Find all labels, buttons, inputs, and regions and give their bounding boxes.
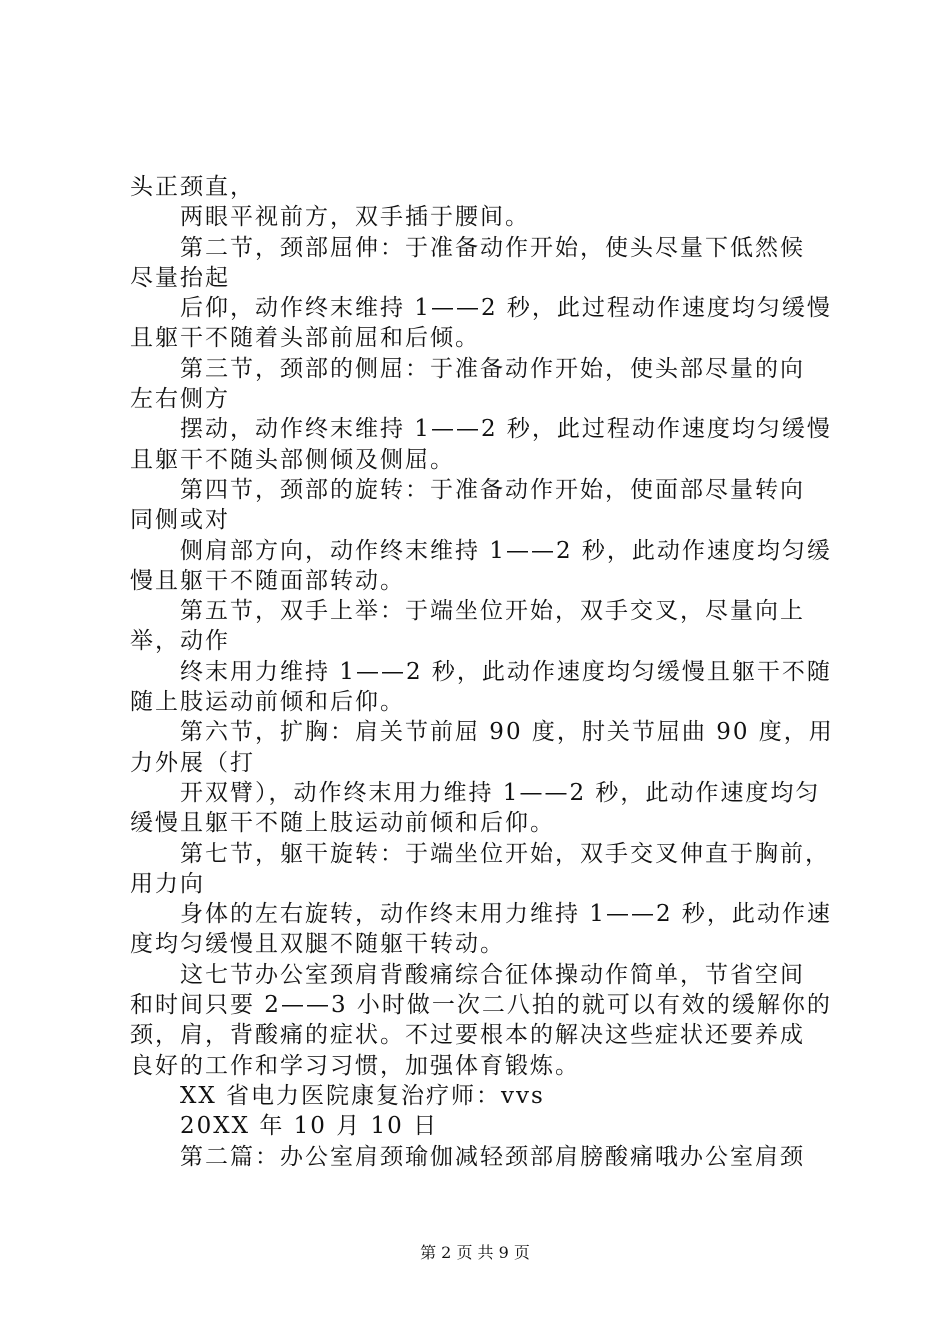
text-line: 后仰，动作终末维持 1——2 秒，此过程动作速度均匀缓慢 [180,295,832,322]
text-line: 20XX 年 10 月 10 日 [180,1113,439,1140]
text-line: 慢且躯干不随面部转动。 [130,567,405,594]
text-line: 随上肢运动前倾和后仰。 [130,689,405,716]
text-line: 第三节，颈部的侧屈：于准备动作开始，使头部尽量的向 [180,355,805,382]
text-line: 第五节，双手上举：于端坐位开始，双手交叉，尽量向上 [180,598,805,625]
text-line: 侧肩部方向，动作终末维持 1——2 秒，此动作速度均匀缓 [180,537,832,564]
text-line: 第六节，扩胸：肩关节前屈 90 度，肘关节屈曲 90 度，用 [180,719,834,746]
text-line: 第二节，颈部屈伸：于准备动作开始，使头尽量下低然候 [180,234,805,261]
text-line: 两眼平视前方，双手插于腰间。 [180,204,530,231]
text-line: 颈，肩，背酸痛的症状。不过要根本的解决这些症状还要养成 [130,1022,805,1049]
text-line: 且躯干不随头部侧倾及侧屈。 [130,446,455,473]
text-line: 这七节办公室颈肩背酸痛综合征体操动作简单，节省空间 [180,961,805,988]
text-line: 摆动，动作终末维持 1——2 秒，此过程动作速度均匀缓慢 [180,416,832,443]
text-line: 和时间只要 2——3 小时做一次二八拍的就可以有效的缓解你的 [130,992,832,1019]
text-line: 同侧或对 [130,507,230,534]
text-line: 尽量抬起 [130,264,230,291]
text-line: 第七节，躯干旋转：于端坐位开始，双手交叉伸直于胸前， [180,840,830,867]
text-line: 身体的左右旋转，动作终末用力维持 1——2 秒，此动作速 [180,901,832,928]
text-line: 且躯干不随着头部前屈和后倾。 [130,325,480,352]
page-footer: 第 2 页 共 9 页 [420,1243,530,1262]
text-line: 用力向 [130,870,205,897]
text-line: 良好的工作和学习习惯，加强体育锻炼。 [130,1052,580,1079]
text-line: 第二篇：办公室肩颈瑜伽减轻颈部肩膀酸痛哦办公室肩颈 [180,1143,805,1170]
document-body [130,172,840,1172]
text-line: 度均匀缓慢且双腿不随躯干转动。 [130,931,505,958]
text-line: XX 省电力医院康复治疗师：vvs [180,1082,545,1109]
text-line: 举，动作 [130,628,230,655]
text-line: 头正颈直， [130,174,255,200]
text-line: 开双臂），动作终末用力维持 1——2 秒，此动作速度均匀 [180,779,821,806]
text-line: 终末用力维持 1——2 秒，此动作速度均匀缓慢且躯干不随 [180,658,832,685]
text-line: 力外展（打 [130,749,255,776]
text-line: 第四节，颈部的旋转：于准备动作开始，使面部尽量转向 [180,476,805,503]
text-line: 左右侧方 [130,386,230,413]
text-line: 缓慢且躯干不随上肢运动前倾和后仰。 [130,810,555,837]
